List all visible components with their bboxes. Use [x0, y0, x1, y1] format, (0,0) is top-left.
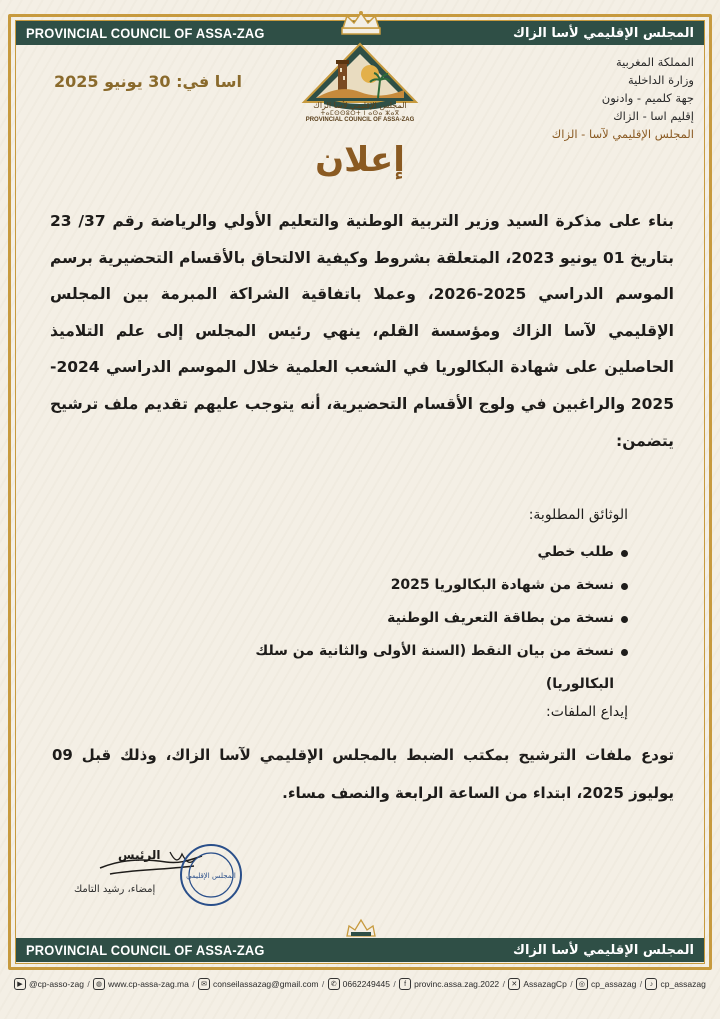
footer-whatsapp[interactable] — [328, 978, 390, 990]
signature-role: الرئيس — [118, 848, 161, 862]
contact-footer: ▶ @cp-asso-zag / ◍ www.cp-assa-zag.ma / ✉ conseilassazag@gmail.com / ✆ 0662249445 / f provinc.assa.zag.2022 / ✕ AssazagCp / ◎ cp_assazag / ♪ cp_assazag — [8, 972, 712, 996]
footer-x[interactable] — [508, 978, 566, 990]
page-title: إعلان — [315, 140, 405, 180]
bullet-icon — [621, 616, 628, 623]
logo-caption-tifinagh: ⵜⴰⵎⵙⵙⵓⵔⵜ ⵏ ⴰⵙⴰ ⵣⴰⴳ — [320, 109, 400, 117]
document-date: اسا في: 30 يونيو 2025 — [54, 72, 242, 91]
bullet-icon — [621, 550, 628, 557]
deposit-heading: إيداع الملفات: — [546, 704, 628, 720]
header-line: وزارة الداخلية — [627, 73, 694, 87]
youtube-icon: ▶ — [14, 978, 26, 990]
facebook-icon: f — [399, 978, 411, 990]
top-banner-arabic: المجلس الإقليمي لأسا الزاك — [513, 25, 694, 41]
official-stamp — [178, 842, 244, 908]
logo-caption-english: PROVINCIAL COUNCIL OF ASSA-ZAG — [305, 117, 415, 124]
web-icon: ◍ — [93, 978, 105, 990]
header-line: إقليم اسا - الزاك — [613, 109, 694, 123]
list-item-text: نسخة من بيان النقط (السنة الأولى والثانية من سلك البكالوريا) — [255, 643, 614, 692]
logo-caption-arabic: المجلس الإقليمي لأسا الزاك — [313, 101, 407, 110]
footer-text: conseilassazag@gmail.com — [213, 979, 319, 989]
footer-website[interactable] — [93, 978, 189, 990]
list-item — [208, 536, 628, 569]
crown-icon — [338, 10, 384, 36]
x-icon: ✕ — [508, 978, 520, 990]
bullet-icon — [621, 649, 628, 656]
footer-text: 0662249445 — [342, 979, 390, 989]
header-council: المجلس الإقليمي لآسا - الزاك — [551, 127, 694, 141]
stamp-text: المجلس الإقليمي — [186, 872, 236, 880]
bottom-banner-english: PROVINCIAL COUNCIL OF ASSA-ZAG — [26, 942, 265, 958]
footer-tiktok[interactable] — [645, 978, 705, 990]
announcement-body: بناء على مذكرة السيد وزير التربية الوطنية والتعليم الأولي والرياضة رقم 37/ 23 بتاريخ 01 يونيو 2023، المتعلقة بشروط وكيفية الالتحاق بالأقسام التحضيرية برسم الموسم الدراسي 2025-2026، وعملا باتفاقية الشراكة المبرمة بين المجلس الإقليمي لآسا الزاك ومؤسسة القلم، ينهي رئيس المجلس إلى علم التلاميذ الحاصلين على شهادة البكالوريا في الشعب العلمية خلال الموسم الدراسي 2024-2025 والراغبين في ولوج الأقسام التحضيرية، أنه يتوجب عليهم تقديم ملف ترشيح يتضمن: — [50, 212, 674, 450]
bottom-banner — [16, 938, 704, 962]
bottom-emblem-icon — [343, 916, 379, 938]
bottom-banner-arabic: المجلس الإقليمي لأسا الزاك — [513, 942, 694, 958]
tiktok-icon: ♪ — [645, 978, 657, 990]
footer-instagram[interactable] — [576, 978, 636, 990]
instagram-icon: ◎ — [576, 978, 588, 990]
header-line: المملكة المغربية — [615, 55, 694, 69]
list-item — [208, 602, 628, 635]
documents-list — [208, 536, 628, 692]
documents-heading: الوثائق المطلوبة: — [528, 507, 628, 523]
footer-text: @cp-asso-zag — [29, 979, 84, 989]
logo-caption — [300, 102, 420, 124]
list-item-text: نسخة من شهادة البكالوريا 2025 — [390, 577, 614, 593]
footer-text: cp_assazag — [590, 979, 637, 989]
list-item-text: طلب خطي — [537, 544, 614, 560]
footer-text: www.cp-assa-zag.ma — [108, 979, 189, 989]
list-item-text: نسخة من بطاقة التعريف الوطنية — [387, 610, 614, 626]
mail-icon: ✉ — [198, 978, 210, 990]
header-line: جهة كلميم - وادنون — [601, 91, 694, 105]
top-banner-english: PROVINCIAL COUNCIL OF ASSA-ZAG — [26, 25, 265, 41]
footer-email[interactable] — [198, 978, 318, 990]
footer-text: provinc.assa.zag.2022 — [414, 979, 500, 989]
issuer-header — [494, 53, 694, 143]
footer-text: AssazagCp — [523, 979, 567, 989]
bullet-icon — [621, 583, 628, 590]
deposit-body: تودع ملفات الترشيح بمكتب الضبط بالمجلس الإقليمي لآسا الزاك، وذلك قبل 09 يوليوز 2025، ابتداء من الساعة الرابعة والنصف مساء. — [52, 746, 674, 802]
whatsapp-icon: ✆ — [328, 978, 340, 990]
list-item — [208, 569, 628, 602]
footer-facebook[interactable] — [399, 978, 499, 990]
signature-label: إمضاء، رشيد التامك — [74, 884, 156, 895]
list-item — [208, 635, 628, 692]
footer-youtube[interactable] — [14, 978, 84, 990]
footer-text: cp_assazag — [660, 979, 706, 989]
